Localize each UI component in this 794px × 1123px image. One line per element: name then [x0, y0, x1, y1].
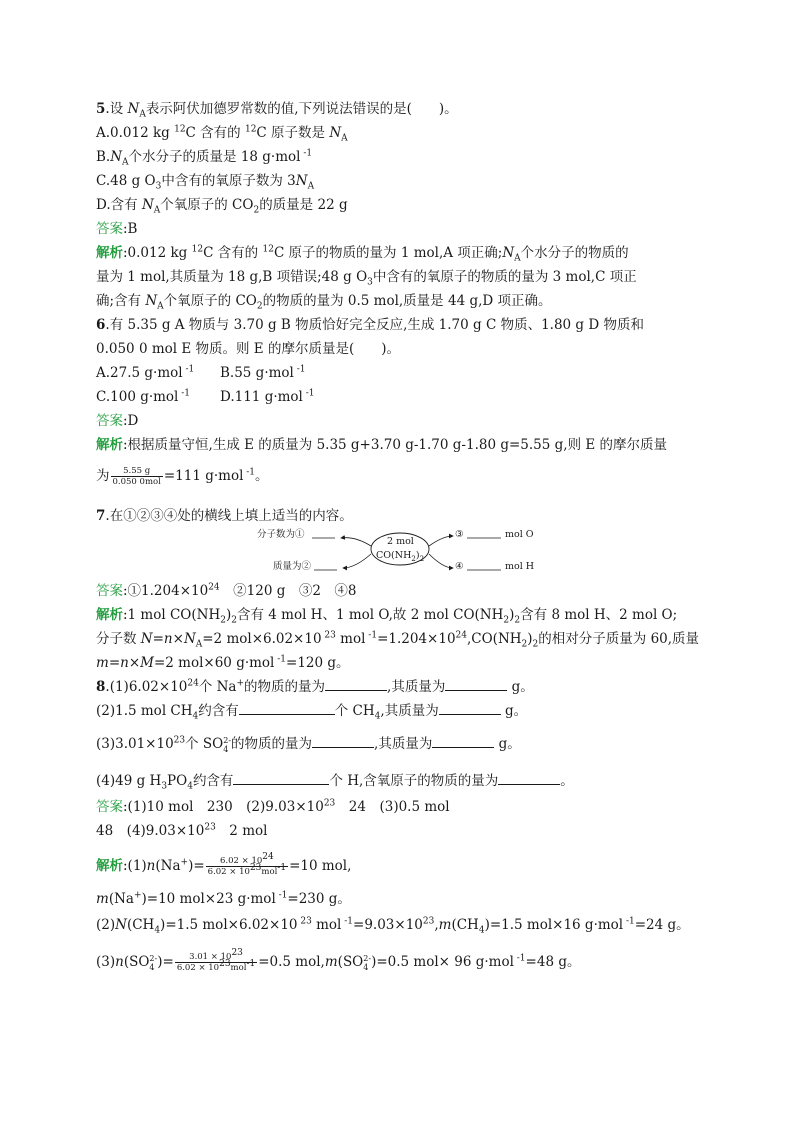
diagram-right-1-unit: mol O	[505, 529, 534, 540]
q7-analysis-line-2: 分子数 $N=n\times N_A=2$ mol×6.02×10 $^{23}$ mol $^{-1}=1.204\times 10^{24},CO(NH_2)_2$的相对分子质量为 60,质量	[96, 630, 700, 650]
q6-option-a: A.27.5 g·mol $^{-1}$	[96, 364, 195, 381]
q8-part-3: $(3)3.01\times 10^{23}$个 SO 2- 4 的物质的量为 ,其质量为 g。	[96, 735, 521, 754]
fill-blank	[325, 678, 387, 691]
q7-stem: 7.在①②③④处的横线上填上适当的内容。	[96, 508, 353, 524]
arrow-right-top	[429, 536, 453, 546]
fill-blank	[312, 735, 374, 748]
fill-blank	[498, 772, 560, 785]
q8-analysis-line-2: m(Na+)=10 mol×23 g·mol $^{-1}$=230 g。	[96, 890, 351, 907]
q8-analysis-line-4: (3)n(SO 2- 4 )= $\frac{3.01 \times 10^{23}}{6.02 \times 10^{23}mol^{-1}}$ =0.5 mol,m(SO 2- 4 )=0.5 mol× 96 g·mol $^{-1}$=48 g。	[96, 948, 581, 973]
q8-part-2: (2)1.5 mol $CH_4$约含有 个 $CH_4$,其质量为 g。	[96, 703, 528, 722]
fill-blank	[445, 678, 507, 691]
q8-answer-line-2: 48 $(4)9.03\times 10^{23}$ 2 mol	[96, 822, 268, 839]
q6-analysis-line-1: 解析:根据质量守恒,生成 E 的质量为 5.35 g+3.70 g-1.70 g-1.80 g=5.55 g,则 E 的摩尔质量	[96, 437, 668, 453]
q8-analysis-line-1: 解析:(1)n(Na+)= $\frac{6.02 \times 10^{24}}{6.02 \times 10^{23}mol^{-1}}$ =10 mol,	[96, 852, 352, 877]
diagram-left-1: 分子数为①	[257, 529, 305, 540]
q6-option-d: D.111 g·mol $^{-1}$	[220, 388, 315, 405]
diagram-center-2: $CO(NH_2)_2$	[376, 550, 425, 563]
q5-analysis-line-2: 量为 1 mol,其质量为 18 g,B 项错误;48 g $O_3$中含有的氧原子的物质的量为 3 mol,C 项正	[96, 269, 637, 288]
fill-blank	[439, 702, 501, 715]
q5-answer: 答案:B	[96, 221, 138, 237]
arrow-left-top	[341, 538, 371, 546]
fraction: $\frac{5.55 g}{\text{0.050 0mol}}$	[112, 466, 161, 487]
q6-stem-line-1: 6.有 5.35 g A 物质与 3.70 g B 物质恰好完全反应,生成 1.70 g C 物质、1.80 g D 物质和	[96, 317, 644, 333]
arrow-left-bottom	[343, 554, 371, 568]
q5-option-a: A.0.012 kg $^{12}$C 含有的 $^{12}$C 原子数是 $N_A$	[96, 124, 348, 144]
q6-option-c: C.100 g·mol $^{-1}$	[96, 388, 191, 405]
diagram-right-1-num: ③	[455, 529, 464, 540]
sulfate-ion-charge: 2- 4	[223, 735, 232, 754]
fill-blank	[233, 772, 329, 785]
diagram-right-2-num: ④	[455, 561, 464, 572]
diagram-center-1: 2 mol	[387, 536, 414, 547]
q8-part-4: (4)49 g $H_3PO_4$约含有 个 H,含氧原子的物质的量为 。	[96, 773, 574, 792]
q8-part-1: $8.(1)6.02\times 10^{24}$个 Na+的物质的量为 ,其质量为 g。	[96, 678, 534, 695]
q5-analysis-line-1: 解析:0.012 kg $^{12}$C 含有的 $^{12}$C 原子的物质的量为 1 mol,A 项正确$;N_A$个水分子的物质的	[96, 244, 629, 264]
q7-diagram	[255, 524, 545, 576]
fraction: $\frac{6.02 \times 10^{24}}{6.02 \times 10^{23}mol^{-1}}$	[207, 852, 287, 877]
q7-analysis-line-3: m=n×M=2 mol×60 g·mol $^{-1}$=120 g。	[96, 654, 350, 671]
diagram-left-2: 质量为②	[273, 561, 312, 572]
fill-blank	[239, 702, 335, 715]
q7-answer: 答案$:①1.204\times 10^{24}$ ②120 g ③2 ④8	[96, 582, 357, 599]
q6-option-b: B.55 g·mol $^{-1}$	[220, 364, 306, 381]
q6-stem-line-2: 0.050 0 mol E 物质。则 E 的摩尔质量是( )。	[96, 341, 400, 357]
q5-option-d: D.含有 $N_A$个氧原子的 $CO_2$的质量是 22 g	[96, 197, 348, 216]
fraction: $\frac{3.01 \times 10^{23}}{6.02 \times 10^{23}mol^{-1}}$	[176, 948, 256, 973]
diagram-right-2-unit: mol H	[505, 561, 535, 572]
sulfate-ion-charge: 2- 4	[363, 953, 372, 972]
q8-answer-line-1: 答案:(1)10 mol 230 $(2)9.03\times 10^{23}$ 24 (3)0.5 mol	[96, 798, 450, 815]
q6-answer: 答案:D	[96, 413, 139, 429]
sulfate-ion-charge: 2- 4	[149, 953, 158, 972]
q5-option-b: $B.N_A$个水分子的质量是 18 g·mol $^{-1}$	[96, 148, 313, 168]
q8-analysis-line-3: $(2)N(CH_4)=1.5$ mol×6.02×10 $^{23}$ mol $^{-1}=9.03\times 10^{23},m(CH_4)=1.5$ mol×16 g·mol $^{-1}$=24 g。	[96, 916, 690, 936]
fill-blank	[432, 735, 494, 748]
q5-stem: 5.设 $N_A$表示阿伏加德罗常数的值,下列说法错误的是( )。	[96, 101, 458, 120]
q7-analysis-line-1: 解析:1 mol $CO(NH_2)_2$含有 4 mol H、1 mol O,故 2 mol $CO(NH_2)_2$含有 8 mol H、2 mol O;	[96, 607, 678, 626]
q5-option-c: C.48 g $O_3$中含有的氧原子数为 $3N_A$	[96, 173, 315, 192]
q5-analysis-line-3: 确;含有 $N_A$个氧原子的 $CO_2$的物质的量为 0.5 mol,质量是 44 g,D 项正确。	[96, 293, 552, 312]
q6-analysis-line-2: 为 $\frac{5.55 g}{\text{0.050 0mol}}$ =111 g·mol $^{-1}$。	[96, 466, 269, 487]
arrow-right-bottom	[429, 554, 453, 568]
